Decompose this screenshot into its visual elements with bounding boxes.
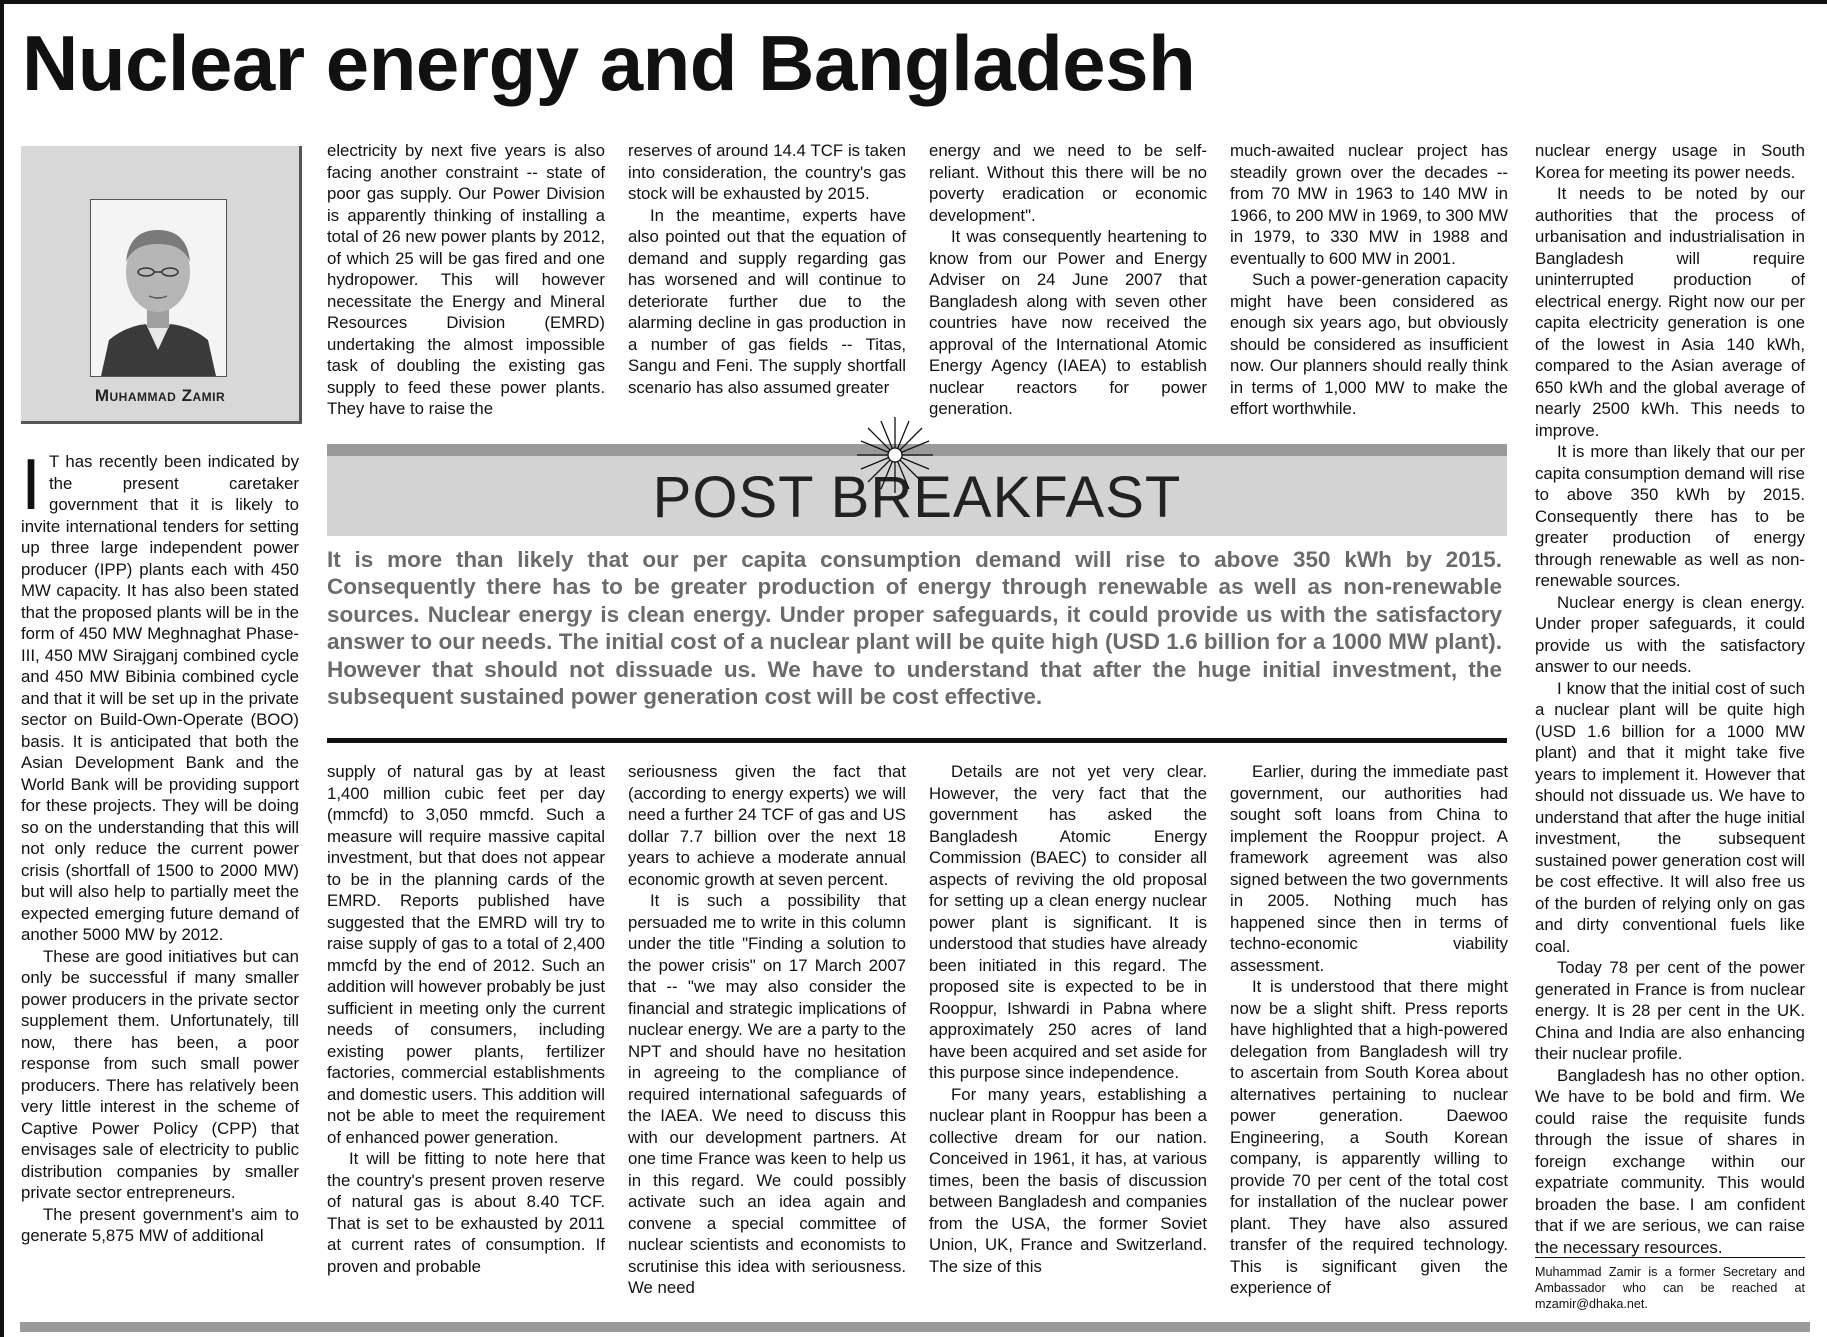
- column-6: [1535, 140, 1805, 1258]
- paragraph: It is more than likely that our per capita consumption demand will rise to above 350 kWh by 2015. Consequently there has to be greater production of energy through renewable as well as non-renewable sources.: [1535, 442, 1805, 590]
- paragraph: Earlier, during the immediate past government, our authorities had sought soft loans from China to implement the Rooppur project. A framework agreement was also signed between the two governments in 2005. Nothing much has happened since then in terms of techno-economic viability assessment.: [1230, 762, 1508, 975]
- author-photo: [90, 199, 227, 377]
- paragraph: energy and we need to be self-reliant. Without this there will be no poverty eradication or economic development".: [929, 141, 1207, 225]
- author-portrait-image: [91, 200, 226, 376]
- column-3-bottom: [628, 761, 906, 1299]
- paragraph: It will be fitting to note here that the country's present proven reserve of natural gas is about 8.40 TCF. That is set to be exhausted by 2011 at current rates of consumption. If proven and probable: [327, 1149, 605, 1276]
- banner-bottom-rule: [327, 738, 1507, 743]
- paragraph: reserves of around 14.4 TCF is taken into consideration, the country's gas stock will be exhausted by 2015.: [628, 141, 906, 203]
- column-2-bottom: [327, 761, 605, 1277]
- author-box: [21, 146, 302, 424]
- column-1: [21, 445, 299, 1247]
- paragraph: supply of natural gas by at least 1,400 million cubic feet per day (mmcfd) to 3,050 mmcfd. Such a measure will require massive capital investment, but that does not appear to be in the planning cards of the EMRD. Reports published have suggested that the EMRD will try to raise supply of gas to a total of 2,400 mmcfd by the end of 2012. Such an addition will however probably be just sufficient in meeting only the current needs of consumers, including existing power plants, fertilizer factories, commercial establishments and domestic users. This addition will not be able to meet the requirement of enhanced power generation.: [327, 762, 605, 1147]
- paragraph: It was consequently heartening to know from our Power and Energy Adviser on 24 June 2007 that Bangladesh along with seven other countries have now received the approval of the International Atomic Energy Agency (IAEA) to establish nuclear reactors for power generation.: [929, 227, 1207, 418]
- paragraph: I know that the initial cost of such a nuclear plant will be quite high (USD 1.6 billion for a 1000 MW plant) and that it might take five years to implement it. However that should not dissuade us. We have to understand that after the huge initial investment, the subsequent sustained power generation cost will be cost effective. It will also free us of the burden of relying only on gas and dirty conventional fuels like coal.: [1535, 678, 1805, 956]
- left-border: [0, 0, 4, 1337]
- paragraph: seriousness given the fact that (according to energy experts) we will need a further 24 TCF of gas and US dollar 7.7 billion over the next 18 years to achieve a moderate annual economic growth at seven percent.: [628, 762, 906, 889]
- top-border: [0, 0, 1827, 4]
- paragraph: Bangladesh has no other option. We have to be bold and firm. We could raise the requisite funds through the issue of shares in foreign exchange within our expatriate community. This would broaden the base. I am confident that if we are serious, we can raise the necessary resources.: [1535, 1065, 1805, 1257]
- author-bio: Muhammad Zamir is a former Secretary and Ambassador who can be reached at mzamir@dhaka.net.: [1535, 1265, 1805, 1311]
- column-3-top: [628, 140, 906, 398]
- column-title: POST BREAKFAST: [652, 465, 1182, 530]
- paragraph: Details are not yet very clear. However, the very fact that the government has asked the Bangladesh Atomic Energy Commission (BAEC) to consider all aspects of reviving the old proposal for setting up a clean energy nuclear power plant is significant. It is understood that studies have already been initiated in this regard. The proposed site is expected to be in Rooppur, Ishwardi in Pabna where approximately 250 acres of land have been acquired and set aside for this purpose since independence.: [929, 762, 1207, 1082]
- paragraph: electricity by next five years is also facing another constraint -- state of poor gas supply. Our Power Division is apparently thinking of installing a total of 26 new power plants by 2012, of which 25 will be gas fired and one hydropower. This will however necessitate the Energy and Mineral Resources Division (EMRD) undertaking the almost impossible task of doubling the existing gas supply to feed these power plants. They have to raise the: [327, 141, 606, 418]
- paragraph: It is understood that there might now be a slight shift. Press reports have highlighted that a high-powered delegation from Bangladesh will try to ascertain from South Korea about alternatives pertaining to nuclear power generation. Daewoo Engineering, a South Korean company, is apparently willing to provide 70 per cent of the total cost for installation of the nuclear power plant. They have also assured transfer of the required technology. This is significant given the experience of: [1230, 977, 1508, 1297]
- paragraph: nuclear energy usage in South Korea for meeting its power needs.: [1535, 141, 1805, 182]
- paragraph: Such a power-generation capacity might have been considered as enough six years ago, but obviously should be considered as insufficient now. Our planners should really think in terms of 1,000 MW to make the effort worthwhile.: [1230, 270, 1508, 418]
- bio-rule: [1535, 1257, 1805, 1258]
- paragraph: much-awaited nuclear project has steadily grown over the decades -- from 70 MW in 1963 to 140 MW in 1966, to 200 MW in 1969, to 300 MW in 1979, to 330 MW in 1988 and eventually to 600 MW in 2001.: [1230, 141, 1508, 268]
- paragraph: Nuclear energy is clean energy. Under proper safeguards, it could provide us with the satisfactory answer to our needs.: [1535, 592, 1805, 676]
- paragraph: For many years, establishing a nuclear plant in Rooppur has been a collective dream for our nation. Conceived in 1961, it has, at various times, been the basis of discussion between Bangladesh and companies from the USA, the former Soviet Union, UK, France and Switzerland. The size of this: [929, 1084, 1207, 1276]
- column-5-top: [1230, 140, 1508, 420]
- paragraph: It is such a possibility that persuaded me to write in this column under the title "Finding a solution to the power crisis" on 17 March 2007 that -- "we may also consider the financial and strategic implications of nuclear energy. We are a party to the NPT and should have no hesitation in agreeing to the compliance of required international safeguards of the IAEA. We need to discuss this with our development partners. At one time France was keen to help us in this regard. We could possibly activate such an idea again and convene a special committee of nuclear scientists and economists to scrutinise this idea with seriousness. We need: [628, 891, 906, 1297]
- paragraph: In the meantime, experts have also pointed out that the equation of demand and supply regarding gas has worsened and will continue to deteriorate further due to the alarming decline in gas production in a number of gas fields -- Titas, Sangu and Feni. The supply shortfall scenario has also assumed greater: [628, 205, 906, 397]
- column-4-top: [929, 140, 1207, 420]
- paragraph: Today 78 per cent of the power generated in France is from nuclear energy. It is 28 per cent in the UK. China and India are also enhancing their nuclear profile.: [1535, 958, 1805, 1063]
- paragraph: The present government's aim to generate 5,875 MW of additional: [21, 1204, 299, 1245]
- headline: Nuclear energy and Bangladesh: [22, 19, 1196, 107]
- bottom-rule: [20, 1322, 1810, 1332]
- pull-quote: It is more than likely that our per capita consumption demand will rise to above 350 kWh by 2015. Consequently there has to be greater production of energy through renewable as well as non-renewable sources. Nuclear energy is clean energy. Under proper safeguards, it could provide us with the satisfactory answer to our needs. The initial cost of a nuclear plant will be quite high (USD 1.6 billion for a 1000 MW plant). However that should not dissuade us. We have to understand that after the huge initial investment, the subsequent sustained power generation cost will be cost effective.: [327, 547, 1502, 710]
- lead-paragraph: I T has recently been indicated by the present caretaker government that it is likely to invite international tenders for setting up three large independent power producer (IPP) plants each with 450 MW capacity. It has also been stated that the proposed plants will be in the form of 450 MW Meghnaghat Phase-III, 450 MW Sirajganj combined cycle and 450 MW Bibinia combined cycle and that it will be set up in the private sector on Build-Own-Operate (BOO) basis. It is anticipated that both the Asian Development Bank and the World Bank will be providing support for these projects. They will be doing so on the understanding that this will not only reduce the current power crisis (shortfall of 1500 to 2000 MW) but will also help to partially meet the expected emerging future demand of another 5000 MW by 2012.: [21, 445, 299, 944]
- drop-cap: I: [21, 445, 42, 525]
- paragraph: It needs to be noted by our authorities that the process of urbanisation and industrialisation in Bangladesh will require uninterrupted production of electrical energy. Right now our per capita electricity generation is one of the lowest in Asia 140 kWh, compared to the Asian average of 650 kWh and the global average of nearly 2500 kWh. This needs to improve.: [1535, 184, 1805, 440]
- column-5-bottom: [1230, 761, 1508, 1299]
- starburst-icon: [855, 415, 935, 495]
- column-2-top: [327, 140, 605, 420]
- column-4-bottom: [929, 761, 1207, 1277]
- author-name: Muhammad Zamir: [94, 386, 226, 405]
- paragraph: These are good initiatives but can only be successful if many smaller power producers in the private sector supplement them. Unfortunately, till now, there has been, a poor response from such small power producers. There has relatively been very little interest in the scheme of Captive Power Policy (CPP) that envisages sale of electricity to public distribution companies by smaller private sector entrepreneurs.: [21, 946, 299, 1202]
